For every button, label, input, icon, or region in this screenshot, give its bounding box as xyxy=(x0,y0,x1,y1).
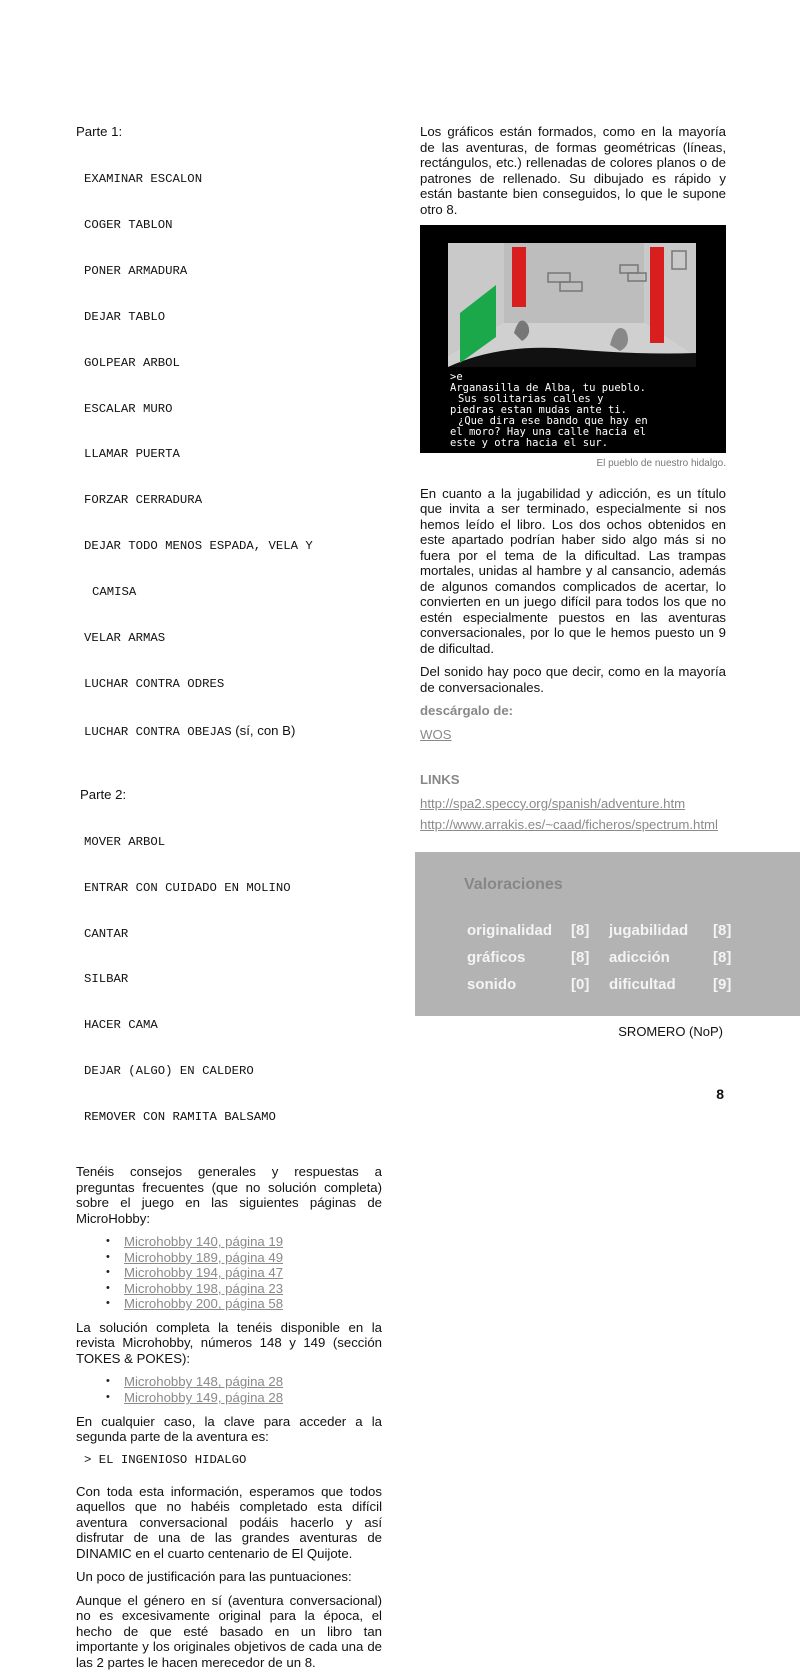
command-line: DEJAR (ALGO) EN CALDERO xyxy=(84,1064,254,1079)
screen-line: Arganasilla de Alba, tu pueblo. xyxy=(450,382,646,394)
red-pillar xyxy=(512,247,526,307)
rating-name: sonido xyxy=(467,976,517,993)
command-line: CAMISA xyxy=(92,585,137,600)
command-line: PONER ARMADURA xyxy=(84,263,188,278)
justificacion-paragraph: Un poco de justificación para las puntuaciones: xyxy=(76,1569,352,1585)
screen-line: piedras estan mudas ante ti. xyxy=(450,404,628,416)
rating-score: [8] xyxy=(713,922,732,939)
microhobby-link[interactable]: Microhobby 189, página 49 xyxy=(124,1249,284,1265)
part2-commands xyxy=(76,804,382,1156)
solution-links-list xyxy=(76,1374,382,1405)
microhobby-link[interactable]: Microhobby 149, página 28 xyxy=(124,1390,284,1406)
command-line: EXAMINAR ESCALON xyxy=(84,172,203,187)
command-line: LLAMAR PUERTA xyxy=(84,447,180,462)
clave-command: > EL INGENIOSO HIDALGO xyxy=(84,1452,247,1467)
links-heading: LINKS xyxy=(420,772,460,787)
ratings-box xyxy=(415,852,800,1016)
genero-paragraph: Aunque el género en sí (aventura conversacional) no es excesivamente original para la época, el hecho de que esté basado en un libro tan importante y los originales objetivos de cada una de las 2 partes le hacen merecedor de un 8. xyxy=(76,1592,382,1670)
list-item xyxy=(124,1390,382,1406)
author-signature: SROMERO (NoP) xyxy=(618,1024,723,1039)
rating-name: adicción xyxy=(609,949,670,966)
rating-score: [9] xyxy=(713,976,732,993)
command-line: FORZAR CERRADURA xyxy=(84,493,203,508)
graficos-paragraph: Los gráficos están formados, como en la mayoría de las aventuras, de formas geométricas (líneas, rectángulos, etc.) rellenadas de colores planos o de patrones de rellenado. Su dibujado es rápido y están bastante bien conseguidos, lo que le supone otro 8. xyxy=(420,124,726,217)
sonido-paragraph: Del sonido hay poco que decir, como en la mayoría de conversacionales. xyxy=(420,664,726,695)
wos-link[interactable]: WOS xyxy=(420,726,452,742)
left-column xyxy=(76,124,382,1678)
consejos-paragraph: Tenéis consejos generales y respuestas a preguntas frecuentes (que no solución completa) sobre el juego en las siguientes páginas de MicroHobby: xyxy=(76,1164,382,1226)
url-link[interactable]: http://www.arrakis.es/~caad/ficheros/spectrum.html xyxy=(420,817,718,832)
rating-score: [8] xyxy=(571,922,590,939)
game-scene-image xyxy=(420,225,726,453)
list-item xyxy=(124,1234,382,1250)
command-line: REMOVER CON RAMITA BALSAMO xyxy=(84,1110,276,1125)
image-caption: El pueblo de nuestro hidalgo. xyxy=(596,458,726,469)
command-note: (sí, con B) xyxy=(231,722,296,738)
rating-score: [8] xyxy=(713,949,732,966)
microhobby-link[interactable]: Microhobby 148, página 28 xyxy=(124,1374,284,1390)
jugabilidad-paragraph: En cuanto a la jugabilidad y adicción, es un título que invita a ser terminado, especialmente si nos hemos leído el libro. Los dos ochos obtenidos en este apartado podrían haber sido algo más si no fuera por el tema de la dificultad. Las trampas mortales, unidas al hambre y al cansancio, además de algunos comandos complicados de acertar, lo convierten en un juego difícil para todos los que no estén especialmente puestos en las aventuras conversacionales, por lo que le hemos puesto un 9 de dificultad. xyxy=(420,485,726,656)
clave-paragraph: En cualquier caso, la clave para acceder a la segunda parte de la aventura es: xyxy=(76,1413,382,1445)
command-line: GOLPEAR ARBOL xyxy=(84,355,180,370)
command-line: SILBAR xyxy=(84,972,129,987)
command-line: VELAR ARMAS xyxy=(84,631,166,645)
command-line: CANTAR xyxy=(84,926,129,941)
microhobby-link[interactable]: Microhobby 194, página 47 xyxy=(124,1265,284,1281)
rating-name: jugabilidad xyxy=(609,922,689,939)
game-screenshot xyxy=(420,225,726,453)
part1-label: Parte 1: xyxy=(76,124,123,139)
ratings-title: Valoraciones xyxy=(464,876,563,893)
command-line-last xyxy=(84,723,382,740)
microhobby-link[interactable]: Microhobby 198, página 23 xyxy=(124,1280,284,1296)
command-line: DEJAR TABLO xyxy=(84,309,166,324)
toda-info-paragraph: Con toda esta información, esperamos que todos aquellos que no habéis completado esta difícil aventura conversacional podáis hacerlo y así disfrutar de una de las grandes aventuras de DINAMIC en el cuarto centenario de El Quijote. xyxy=(76,1483,382,1561)
rating-score: [0] xyxy=(571,976,590,993)
screen-line: Sus solitarias calles y xyxy=(458,393,604,405)
right-column xyxy=(420,124,726,841)
command-line: DEJAR TODO MENOS ESPADA, VELA Y xyxy=(84,539,313,554)
microhobby-link[interactable]: Microhobby 140, página 19 xyxy=(124,1234,284,1249)
screen-line: ¿Que dira ese bando que hay en xyxy=(458,415,648,427)
list-item xyxy=(124,1250,382,1266)
command-line: COGER TABLON xyxy=(84,217,173,232)
rating-name: gráficos xyxy=(467,949,526,966)
url-link[interactable]: http://spa2.speccy.org/spanish/adventure.htm xyxy=(420,795,686,811)
screen-line: >e xyxy=(450,371,463,383)
rating-name: dificultad xyxy=(609,976,676,993)
screen-line: este y otra hacia el sur. xyxy=(450,437,609,449)
command-line: LUCHAR CONTRA ODRES xyxy=(84,676,225,691)
download-heading: descárgalo de: xyxy=(420,703,514,718)
list-item xyxy=(124,1265,382,1281)
list-item xyxy=(124,1374,382,1390)
screen-line: el moro? Hay una calle hacia el xyxy=(450,426,646,438)
list-item xyxy=(124,1296,382,1312)
command-line: ENTRAR CON CUIDADO EN MOLINO xyxy=(84,880,291,895)
solucion-paragraph: La solución completa la tenéis disponible en la revista Microhobby, números 148 y 149 (sección TOKES & POKES): xyxy=(76,1319,382,1366)
list-item xyxy=(124,1281,382,1297)
part1-commands xyxy=(76,142,382,771)
rating-name: originalidad xyxy=(467,922,553,939)
command-line: MOVER ARBOL xyxy=(84,834,166,849)
microhobby-link[interactable]: Microhobby 200, página 58 xyxy=(124,1296,284,1312)
part2-label: Parte 2: xyxy=(80,786,127,802)
page-number: 8 xyxy=(716,1086,724,1102)
microhobby-links-list xyxy=(76,1234,382,1312)
command-line: HACER CAMA xyxy=(84,1018,158,1033)
command-line: ESCALAR MURO xyxy=(84,401,173,416)
rating-score: [8] xyxy=(571,949,590,966)
command-text: LUCHAR CONTRA OBEJAS xyxy=(84,724,232,739)
